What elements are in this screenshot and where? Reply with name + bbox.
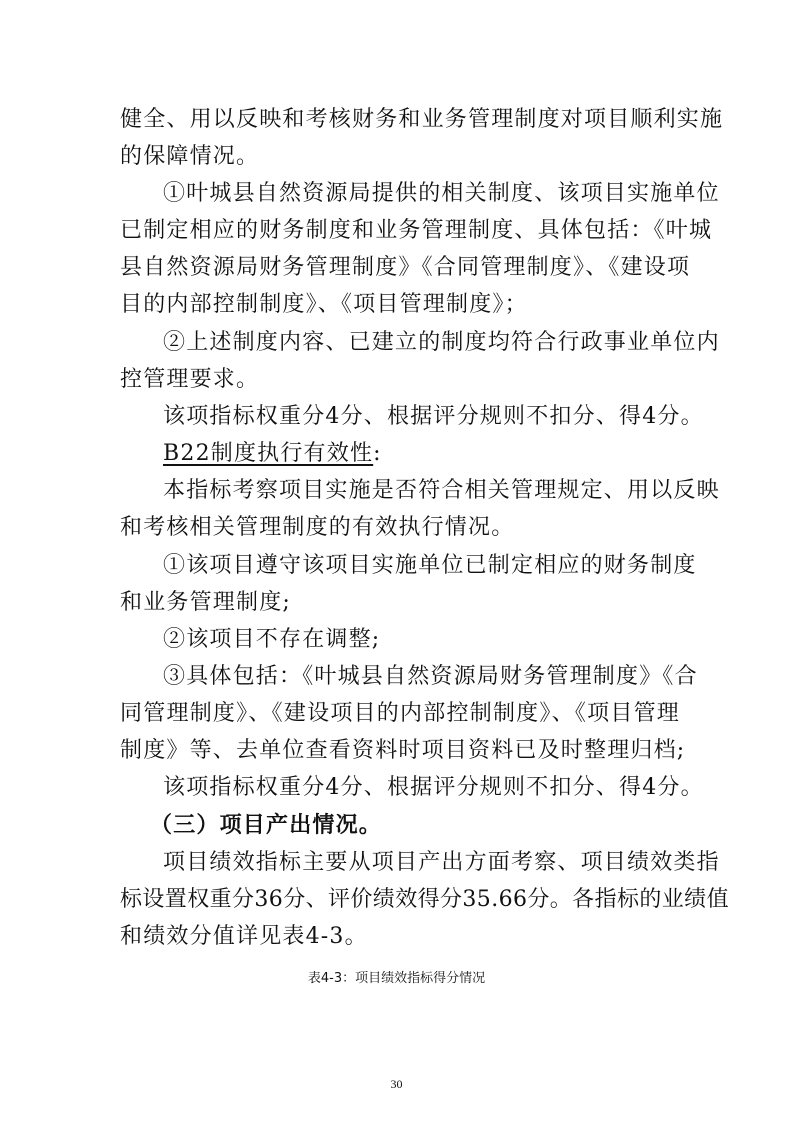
paragraph-line: 本指标考察项目实施是否符合相关管理规定、用以反映 <box>163 478 720 503</box>
section-heading-colon: : <box>373 441 382 466</box>
paragraph-line: ③具体包括：《叶城县自然资源局财务管理制度》《合 <box>163 664 698 689</box>
paragraph-line: ②上述制度内容、已建立的制度均符合行政事业单位内 <box>163 330 720 355</box>
paragraph-line: ①该项目遵守该项目实施单位已制定相应的财务制度 <box>163 553 697 578</box>
section-heading <box>163 435 723 472</box>
paragraph-line: ②该项目不存在调整; <box>163 627 381 652</box>
paragraph-line: ①叶城县自然资源局提供的相关制度、该项目实施单位 <box>163 181 720 206</box>
section-heading-title: B22制度执行有效性 <box>163 441 374 466</box>
paragraph-line: 的保障情况。 <box>120 144 260 169</box>
page-number: 30 <box>390 1077 403 1091</box>
paragraph-line: 健全、用以反映和考核财务和业务管理制度对项目顺利实施 <box>120 107 724 132</box>
paragraph-line: 目的内部控制制度》、《项目管理制度》； <box>120 292 528 317</box>
paragraph-line: 该项指标权重分4分、根据评分规则不扣分、得4分。 <box>163 775 704 800</box>
subsection-heading: （三）项目产出情况。 <box>150 812 383 838</box>
paragraph-line: 制度》等、去单位查看资料时项目资料已及时整理归档; <box>120 738 686 763</box>
paragraph-line: 该项指标权重分4分、根据评分规则不扣分、得4分。 <box>163 404 704 429</box>
paragraph-line: 和业务管理制度; <box>120 590 292 615</box>
paragraph-line: 和考核相关管理制度的有效执行情况。 <box>120 515 515 540</box>
paragraph-line: 项目绩效指标主要从项目产出方面考察、项目绩效类指 <box>163 850 720 875</box>
paragraph-line: 同管理制度》、《建设项目的内部控制制度》、《项目管理 <box>120 701 680 726</box>
table-caption: 表4-3：项目绩效指标得分情况 <box>307 971 486 986</box>
paragraph-line: 已制定相应的财务制度和业务管理制度、具体包括：《叶城 <box>120 218 713 243</box>
paragraph-line: 和绩效分值详见表4-3。 <box>120 924 368 949</box>
paragraph-line: 标设置权重分36分、评价绩效得分35.66分。各指标的业绩值 <box>120 887 729 912</box>
paragraph-line: 控管理要求。 <box>120 367 260 392</box>
paragraph-line: 县自然资源局财务管理制度》《合同管理制度》、《建设项 <box>120 255 691 280</box>
